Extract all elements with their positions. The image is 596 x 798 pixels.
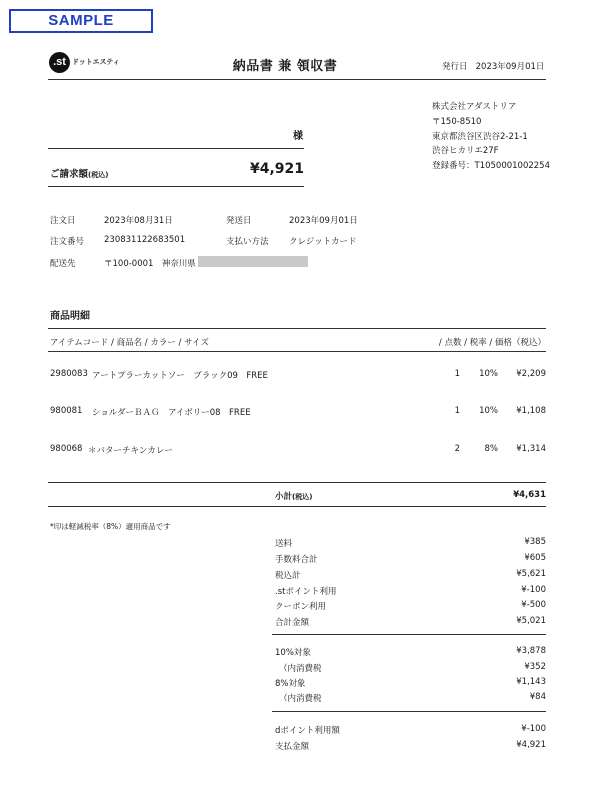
ship-date-label: 発送日 [226, 216, 252, 226]
summary-label: クーポン利用 [275, 602, 327, 612]
order-date-label: 注文日 [50, 216, 76, 226]
summary-label: （内消費税 [279, 694, 322, 704]
subtotal-top-rule [48, 482, 546, 483]
summary-value: ¥605 [524, 553, 546, 563]
reduced-tax-note: *印は軽減税率（8%）適用商品です [50, 522, 171, 531]
company-name: 株式会社アダストリア [432, 102, 517, 112]
summary-value: ¥1,143 [516, 677, 546, 687]
summary-value: ¥84 [529, 692, 546, 702]
summary-label: （内消費税 [279, 664, 322, 674]
summary-value: ¥385 [524, 537, 546, 547]
summary-label: 合計金額 [275, 618, 310, 628]
company-postal: 〒150-8510 [432, 116, 482, 127]
summary-label: .stポイント利用 [275, 587, 337, 597]
item-code: 980068 [50, 444, 83, 454]
summary-label: 10%対象 [275, 648, 311, 658]
summary-label: dポイント利用額 [275, 726, 340, 736]
item-code: 980081 [50, 406, 83, 416]
subtotal-bottom-rule [48, 506, 546, 507]
issue-date-label: 発行日 [442, 62, 468, 72]
item-rate: 8% [484, 444, 498, 454]
summary-value: ¥352 [524, 662, 546, 672]
summary-divider-2 [272, 711, 546, 712]
company-address1: 東京都渋谷区渋谷2-21-1 [432, 131, 528, 142]
delivery-value: 〒100-0001 神奈川県 [104, 259, 196, 269]
details-section-title: 商品明細 [50, 311, 90, 322]
summary-value: ¥4,921 [516, 740, 546, 750]
customer-honorific: 様 [293, 131, 303, 142]
subtotal-tax-note: (税込) [292, 493, 313, 501]
summary-label: 支払金額 [275, 742, 310, 752]
order-date-value: 2023年08月31日 [104, 216, 173, 226]
billing-label-text: ご請求額 [50, 169, 89, 180]
header-divider [48, 79, 546, 80]
delivery-label: 配送先 [50, 259, 76, 269]
order-no-label: 注文番号 [50, 237, 85, 247]
order-no-value: 230831122683501 [104, 235, 186, 245]
item-rate: 10% [479, 406, 498, 416]
company-registration: 登録番号：T1050001002254 [432, 161, 550, 172]
item-price: ¥1,314 [516, 444, 546, 454]
subtotal-value: ¥4,631 [513, 490, 546, 500]
details-top-rule [48, 328, 546, 329]
issue-date [442, 60, 544, 72]
summary-label: 税込計 [275, 571, 301, 581]
subtotal-label [275, 490, 312, 502]
item-rate: 10% [479, 369, 498, 379]
billing-tax-note: (税込) [88, 171, 109, 179]
summary-value: ¥5,621 [516, 569, 546, 579]
summary-value: ¥5,021 [516, 616, 546, 626]
summary-label: 送料 [275, 539, 293, 549]
payment-label: 支払い方法 [226, 237, 269, 247]
column-header-left: アイテムコード / 商品名 / カラー / サイズ [50, 338, 209, 348]
brand-logo-text: ドットエスティ [72, 58, 120, 66]
subtotal-label-text: 小計 [275, 492, 293, 502]
item-qty: 1 [454, 406, 460, 416]
summary-label: 8%対象 [275, 679, 306, 689]
customer-underline [48, 148, 304, 149]
company-address2: 渋谷ヒカリエ27F [432, 146, 499, 157]
issue-date-value: 2023年09月01日 [475, 62, 545, 72]
item-qty: 2 [454, 444, 460, 454]
ship-date-value: 2023年09月01日 [289, 216, 358, 226]
summary-divider-1 [272, 634, 546, 635]
item-code: 2980083 [50, 369, 88, 379]
summary-label: 手数料合計 [275, 555, 318, 565]
item-price: ¥2,209 [516, 369, 546, 379]
summary-value: ¥3,878 [516, 646, 546, 656]
billing-underline [48, 186, 304, 187]
item-name: ＊バターチキンカレー [88, 446, 173, 456]
brand-logo-mark: .st [49, 52, 70, 73]
summary-value: ¥-500 [521, 600, 546, 610]
billing-label [50, 166, 108, 180]
company-block [432, 100, 550, 174]
payment-value: クレジットカード [289, 237, 357, 247]
redacted-address-bar [198, 256, 308, 267]
document-title: 納品書 兼 領収書 [232, 59, 338, 74]
billing-amount: ¥4,921 [249, 161, 304, 177]
item-qty: 1 [454, 369, 460, 379]
item-name: アートプラーカットソー ブラック09 FREE [92, 371, 268, 381]
summary-value: ¥-100 [521, 585, 546, 595]
item-price: ¥1,108 [516, 406, 546, 416]
column-header-right: / 点数 / 税率 / 価格（税込） [438, 338, 546, 348]
column-header-rule [48, 351, 546, 352]
sample-stamp: SAMPLE [9, 9, 153, 33]
summary-value: ¥-100 [521, 724, 546, 734]
item-name: ショルダーＢＡＧ アイボリー08 FREE [92, 408, 251, 418]
